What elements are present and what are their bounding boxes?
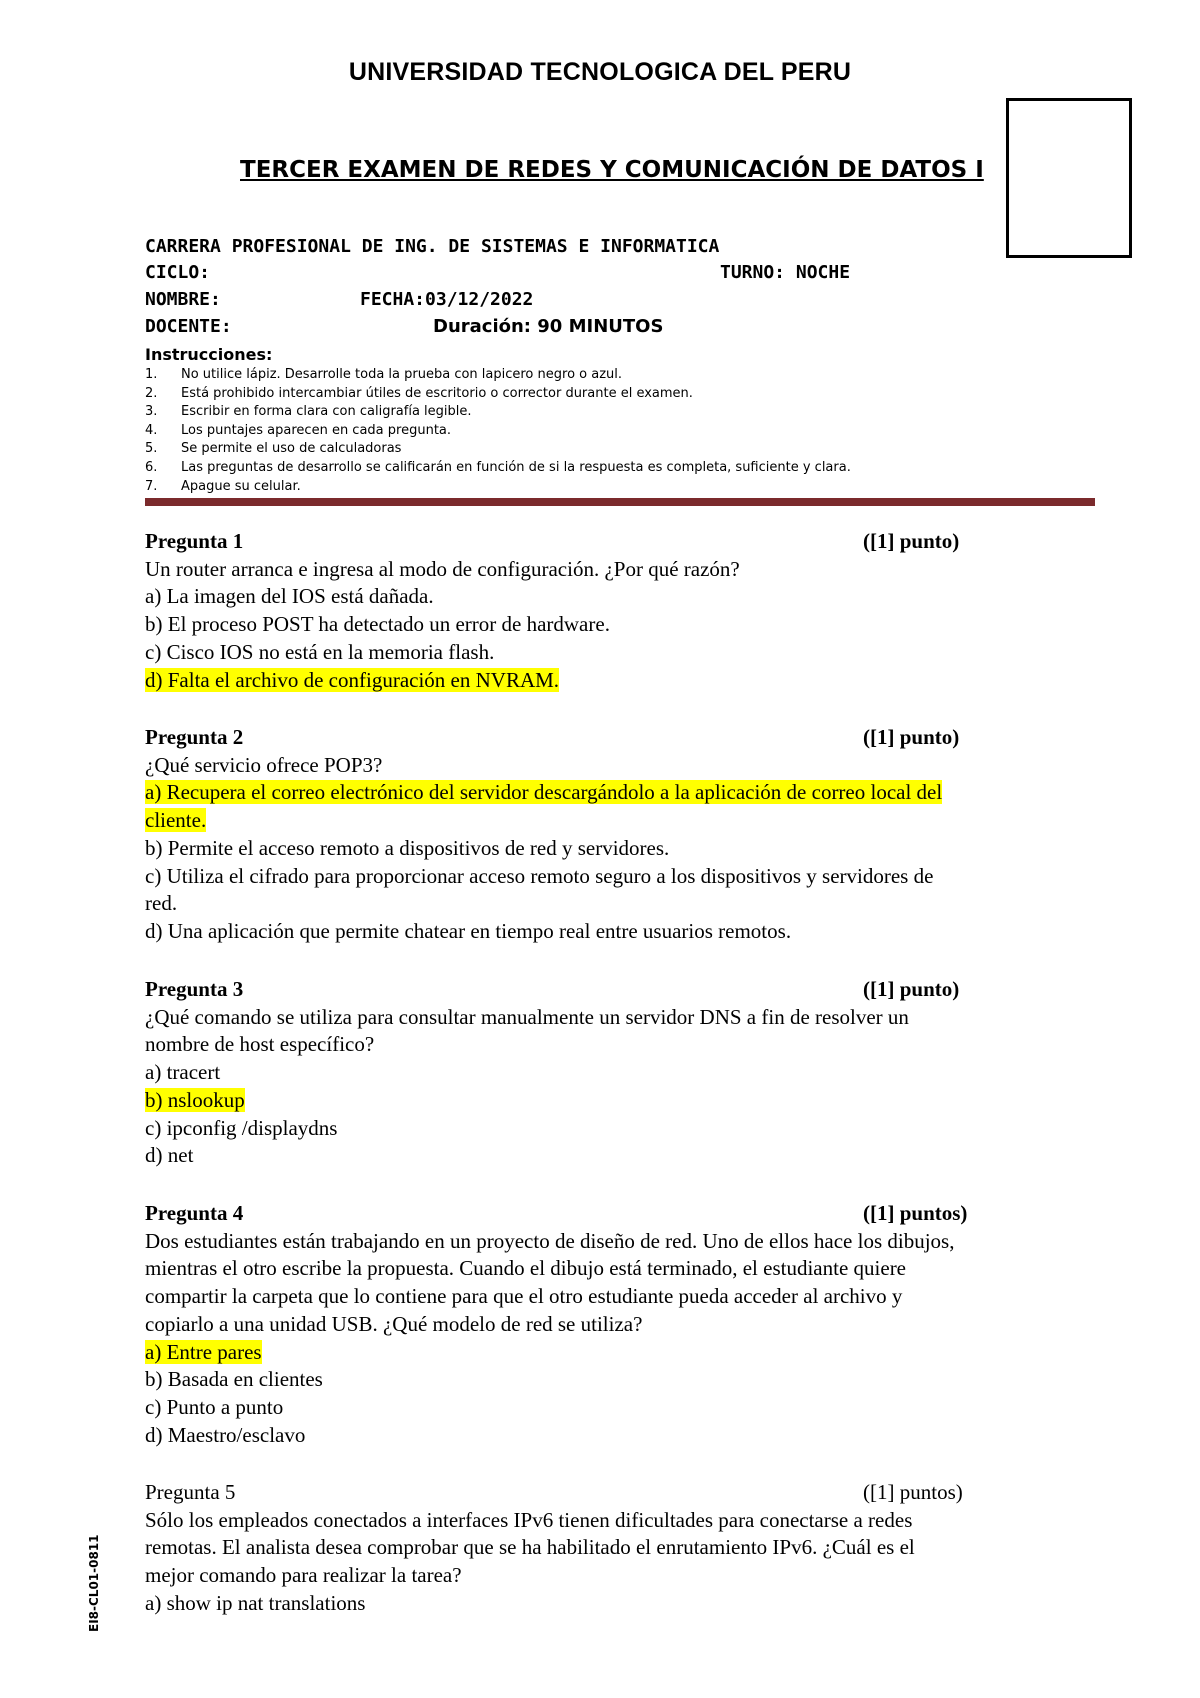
answer-option-text: a) Recupera el correo electrónico del servidor descargándolo a la aplicación de correo local del [145,780,943,805]
instruction-text: Se permite el uso de calculadoras [181,441,402,457]
turno-label: TURNO: NOCHE [720,262,851,283]
question-text: mejor comando para realizar la tarea? [145,1563,462,1588]
answer-option-text: c) Cisco IOS no está en la memoria flash. [145,639,495,664]
instruction-text: Apague su celular. [181,478,301,494]
answer-option-text: d) Falta el archivo de configuración en NVRAM. [145,667,560,692]
instruction-item [145,440,851,459]
answer-option [145,639,1095,667]
question-header [145,528,1095,556]
instruction-number: 4. [145,422,158,438]
instruction-text: Escribir en forma clara con caligrafía legible. [181,404,472,420]
question-text: Sólo los empleados conectados a interfaces IPv6 tienen dificultades para conectarse a redes [145,1507,913,1532]
question-header [145,976,1095,1004]
answer-option-text: a) tracert [145,1060,221,1085]
question-title: Pregunta 1 [145,529,244,553]
question-text: Un router arranca e ingresa al modo de configuración. ¿Por qué razón? [145,556,740,581]
instruction-item [145,478,851,497]
ciclo-label: CICLO: [145,262,211,283]
answer-option-text: c) ipconfig /displaydns [145,1115,338,1140]
question-points: ([1] punto) [863,977,960,1001]
answer-option [145,835,1095,863]
question-points: ([1] punto) [863,529,960,553]
answer-option [145,1115,1095,1143]
instructions-title: Instrucciones: [145,345,273,364]
section-divider [145,498,1095,506]
answer-option [145,583,1095,611]
photo-box [1006,98,1132,258]
question-2 [145,724,1095,946]
answer-option-correct [145,667,1095,695]
question-points: ([1] puntos) [863,1480,963,1504]
instruction-text: Está prohibido intercambiar útiles de escritorio o corrector durante el examen. [181,385,693,401]
question-title: Pregunta 2 [145,725,244,749]
instruction-item [145,385,851,404]
career-label: CARRERA PROFESIONAL DE ING. DE SISTEMAS E INFORMATICA [145,236,720,257]
instruction-text: No utilice lápiz. Desarrolle toda la prueba con lapicero negro o azul. [181,367,623,382]
answer-option-correct [145,1339,1095,1367]
instruction-text: Las preguntas de desarrollo se calificarán en función de si la respuesta es completa, suficiente y clara. [181,459,851,475]
question-text: nombre de host específico? [145,1032,375,1057]
answer-option-text: b) Permite el acceso remoto a dispositivos de red y servidores. [145,835,670,860]
question-points: ([1] punto) [863,725,960,749]
answer-option-text: b) Basada en clientes [145,1367,323,1392]
question-header [145,1200,1095,1228]
question-title: Pregunta 5 [145,1480,236,1504]
instruction-item [145,366,851,385]
answer-option-text: cliente. [145,808,207,833]
instruction-number: 5. [145,441,158,457]
university-name: UNIVERSIDAD TECNOLOGICA DEL PERU [348,58,852,86]
instruction-number: 3. [145,404,158,420]
question-title: Pregunta 4 [145,1201,244,1225]
question-text: remotas. El analista desea comprobar que se ha habilitado el enrutamiento IPv6. ¿Cuál es el [145,1535,915,1560]
question-3 [145,976,1095,1170]
answer-option-text: c) Punto a punto [145,1394,284,1419]
answer-option-text: red. [145,891,178,916]
answer-option [145,1059,1095,1087]
question-text: ¿Qué servicio ofrece POP3? [145,752,383,777]
instruction-item [145,403,851,422]
docente-label: DOCENTE: [145,316,232,337]
answer-option [145,1422,1095,1450]
answer-option-text: b) nslookup [145,1087,245,1112]
duracion-label: Duración: 90 MINUTOS [433,316,664,337]
answer-option-text: a) show ip nat translations [145,1590,366,1615]
exam-title: TERCER EXAMEN DE REDES Y COMUNICACIÓN DE DATOS I [240,157,984,183]
question-1 [145,528,1095,694]
instruction-number: 7. [145,478,158,494]
answer-option-text: d) Una aplicación que permite chatear en tiempo real entre usuarios remotos. [145,918,792,943]
answer-option-correct [145,779,1095,807]
question-title: Pregunta 3 [145,977,244,1001]
question-header [145,724,1095,752]
answer-option-text: b) El proceso POST ha detectado un error de hardware. [145,612,610,637]
answer-option [145,1590,1095,1618]
question-text: compartir la carpeta que lo contiene para que el otro estudiante pueda acceder al archivo y [145,1284,903,1309]
fecha-label: FECHA:03/12/2022 [360,289,534,310]
answer-option-text: d) Maestro/esclavo [145,1422,306,1447]
question-header [145,1479,1095,1507]
question-text: ¿Qué comando se utiliza para consultar manualmente un servidor DNS a fin de resolver un [145,1004,909,1029]
document-code: EI8-CL01-0811 [87,1534,101,1632]
question-5 [145,1479,1095,1618]
answer-option [145,611,1095,639]
answer-option [145,1394,1095,1422]
answer-option [145,1142,1095,1170]
question-points: ([1] puntos) [863,1201,968,1225]
answer-option [145,1366,1095,1394]
answer-option [145,890,1095,918]
instruction-text: Los puntajes aparecen en cada pregunta. [181,422,452,438]
answer-option [145,918,1095,946]
answer-option-text: a) Entre pares [145,1339,262,1364]
instruction-item [145,422,851,441]
instructions-list [145,366,851,496]
answer-option-text: a) La imagen del IOS está dañada. [145,584,434,609]
answer-option-text: d) net [145,1143,194,1168]
answer-option-correct [145,807,1095,835]
answer-option-text: c) Utiliza el cifrado para proporcionar acceso remoto seguro a los dispositivos y servidores de [145,863,934,888]
instruction-number: 2. [145,385,158,401]
question-text: Dos estudiantes están trabajando en un proyecto de diseño de red. Uno de ellos hace los dibujos, [145,1228,955,1253]
question-text: mientras el otro escribe la propuesta. Cuando el dibujo está terminado, el estudiante quiere [145,1256,907,1281]
instruction-item [145,459,851,478]
answer-option-correct [145,1087,1095,1115]
instruction-number: 6. [145,459,158,475]
nombre-label: NOMBRE: [145,289,221,310]
question-4 [145,1200,1095,1449]
question-text: copiarlo a una unidad USB. ¿Qué modelo de red se utiliza? [145,1311,643,1336]
answer-option [145,863,1095,891]
instruction-number: 1. [145,367,158,382]
